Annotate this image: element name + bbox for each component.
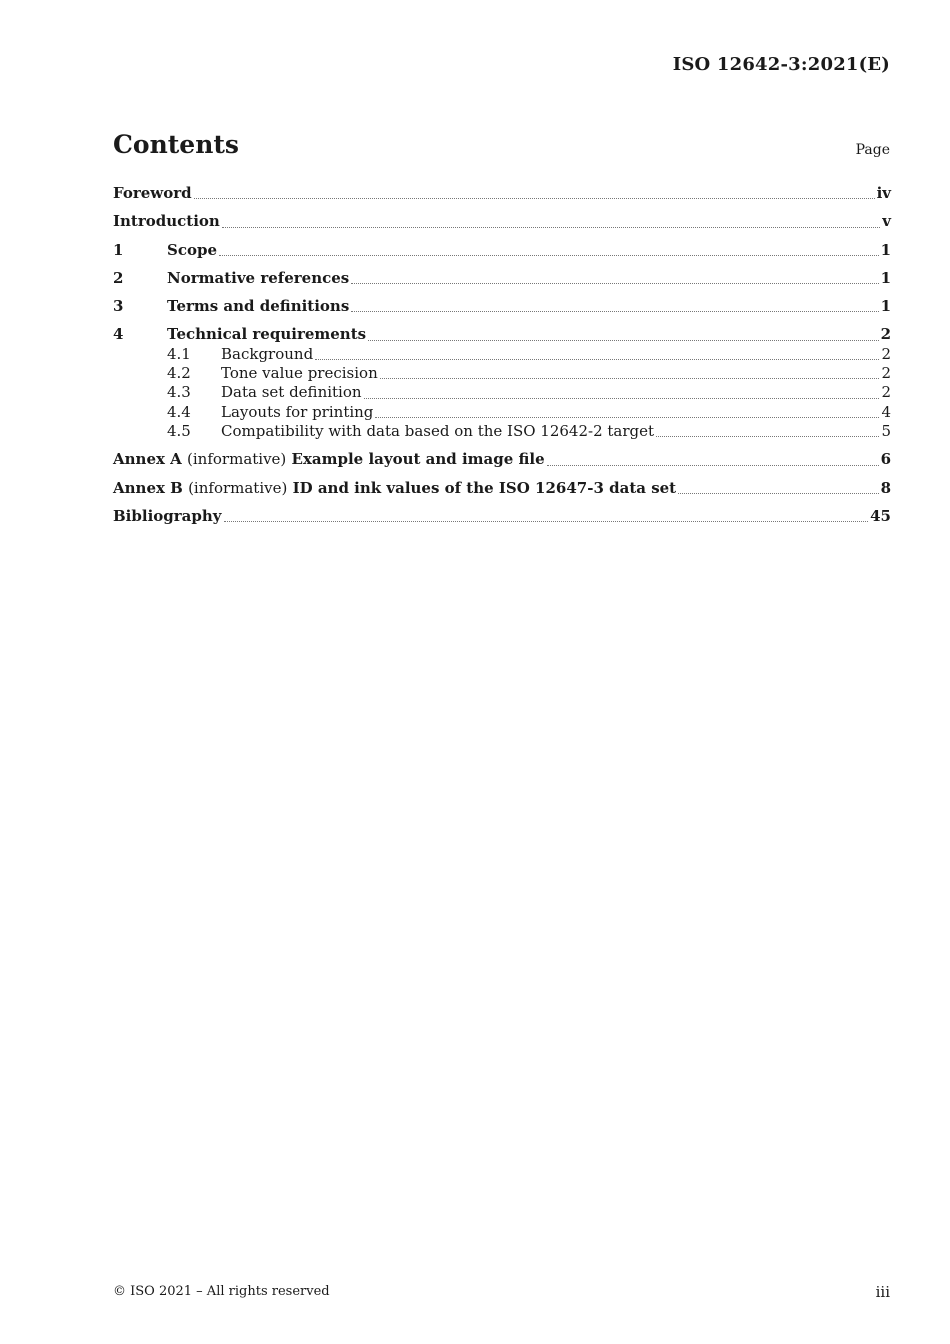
dot-leader xyxy=(222,227,880,228)
dot-leader xyxy=(194,198,875,199)
toc-subentry-tone-value-precision[interactable] xyxy=(113,364,891,383)
toc-entry-title xyxy=(113,450,545,469)
toc-entry-page: 2 xyxy=(880,325,891,344)
toc-subentry-title: Layouts for printing xyxy=(221,402,374,421)
dot-leader xyxy=(547,465,879,466)
toc-subentry-data-set-definition[interactable] xyxy=(113,383,891,402)
toc-entry-title: Foreword xyxy=(113,184,192,202)
toc-subentry-page: 2 xyxy=(881,364,891,383)
toc-subentry-number: 4.4 xyxy=(167,402,191,421)
toc-entry-page: iv xyxy=(876,184,891,202)
toc-subentry-title: Tone value precision xyxy=(221,364,378,383)
dot-leader xyxy=(224,521,869,522)
toc-subentry-number: 4.2 xyxy=(167,364,191,383)
toc-entry-title: Terms and definitions xyxy=(167,297,350,316)
table-of-contents xyxy=(113,184,891,526)
annex-qualifier: (informative) xyxy=(187,450,287,469)
footer-copyright: © ISO 2021 – All rights reserved xyxy=(113,1284,330,1299)
toc-subentry-page: 4 xyxy=(881,402,891,421)
toc-entry-annex-a[interactable] xyxy=(113,450,891,469)
annex-label: Annex A xyxy=(113,450,182,469)
toc-entry-page: v xyxy=(882,212,891,231)
toc-entry-page: 6 xyxy=(880,450,891,469)
document-id: ISO 12642-3:2021(E) xyxy=(672,54,890,75)
dot-leader xyxy=(380,378,880,379)
toc-subentry-title: Background xyxy=(221,344,314,363)
toc-entry-title: Normative references xyxy=(167,268,350,287)
toc-entry-foreword[interactable] xyxy=(113,184,891,203)
toc-entry-page: 8 xyxy=(880,478,891,497)
toc-title: Contents xyxy=(113,130,240,159)
toc-entry-title: Introduction xyxy=(113,212,220,231)
toc-subentry-page: 2 xyxy=(881,344,891,363)
toc-subentry-number: 4.5 xyxy=(167,421,191,440)
toc-subentry-number: 4.1 xyxy=(167,344,191,363)
toc-entry-normative-references[interactable] xyxy=(113,269,891,288)
toc-entry-annex-b[interactable] xyxy=(113,479,891,498)
toc-entry-page: 1 xyxy=(880,268,891,287)
toc-entry-title: Bibliography xyxy=(113,506,222,525)
dot-leader xyxy=(364,398,880,399)
toc-entry-bibliography[interactable] xyxy=(113,507,891,526)
dot-leader xyxy=(219,255,879,256)
toc-subentry-title: Data set definition xyxy=(221,383,362,402)
toc-entry-number: 2 xyxy=(113,268,124,287)
toc-subentry-compatibility[interactable] xyxy=(113,422,891,441)
toc-entry-page: 1 xyxy=(880,240,891,259)
toc-subentry-page: 5 xyxy=(881,421,891,440)
toc-entry-page: 1 xyxy=(880,297,891,316)
dot-leader xyxy=(656,436,879,437)
footer-page-number: iii xyxy=(875,1283,890,1301)
toc-entry-scope[interactable] xyxy=(113,241,891,260)
dot-leader xyxy=(351,283,878,284)
annex-qualifier: (informative) xyxy=(188,478,288,497)
toc-entry-title: Scope xyxy=(167,240,218,259)
annex-title: ID and ink values of the ISO 12647-3 data set xyxy=(292,478,677,497)
dot-leader xyxy=(351,311,878,312)
toc-subentry-number: 4.3 xyxy=(167,383,191,402)
dot-leader xyxy=(678,493,878,494)
dot-leader xyxy=(375,417,879,418)
dot-leader xyxy=(368,340,878,341)
toc-entry-title xyxy=(113,479,676,498)
toc-subentry-page: 2 xyxy=(881,383,891,402)
toc-entry-number: 3 xyxy=(113,297,124,316)
annex-label: Annex B xyxy=(113,478,183,497)
toc-entry-page: 45 xyxy=(870,506,891,525)
toc-entry-terms-and-definitions[interactable] xyxy=(113,297,891,316)
toc-subentry-layouts-for-printing[interactable] xyxy=(113,403,891,422)
toc-entry-technical-requirements[interactable] xyxy=(113,325,891,344)
toc-entry-title: Technical requirements xyxy=(167,325,367,344)
annex-title: Example layout and image file xyxy=(291,450,545,469)
toc-entry-introduction[interactable] xyxy=(113,212,891,231)
toc-entry-number: 1 xyxy=(113,240,124,259)
toc-subentry-background[interactable] xyxy=(113,345,891,364)
dot-leader xyxy=(315,359,879,360)
page-column-label: Page xyxy=(855,142,890,158)
toc-entry-number: 4 xyxy=(113,325,124,344)
toc-subentry-title: Compatibility with data based on the ISO 12642-2 target xyxy=(221,421,655,440)
